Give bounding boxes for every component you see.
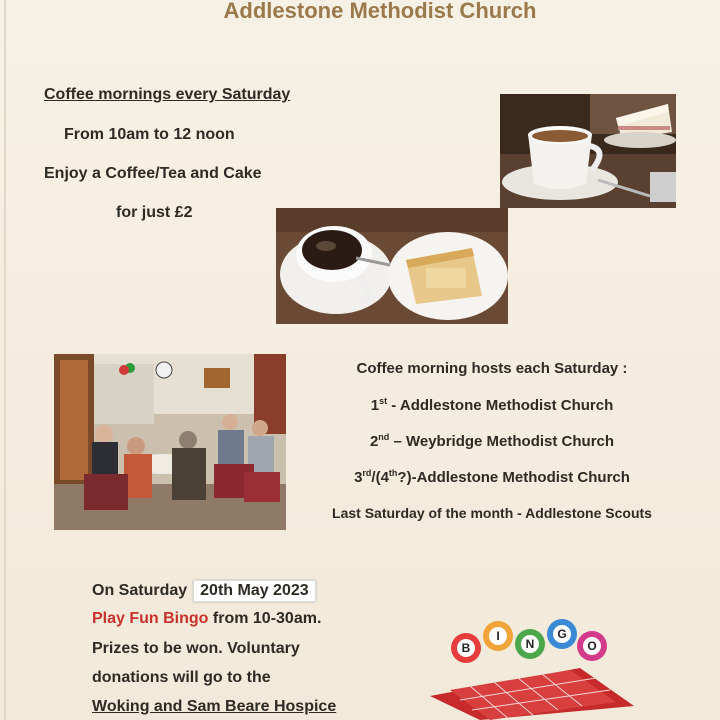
bingo-play: Play Fun Bingo — [92, 610, 209, 627]
hosts-heading: Coffee morning hosts each Saturday : — [356, 360, 628, 377]
bingo-ball-letter: I — [496, 629, 500, 643]
bingo-time: from 10-30am. — [208, 610, 322, 627]
page-title: Addlestone Methodist Church — [223, 0, 537, 23]
host-3-alt-suffix: th — [388, 468, 398, 478]
bingo-illustration — [420, 610, 640, 720]
host-3-ordinal: 3 — [354, 469, 363, 486]
bingo-ball-letter: N — [525, 637, 535, 651]
bingo-charity: Woking and Sam Beare Hospice — [92, 698, 337, 715]
host-line-2 — [296, 433, 688, 450]
bingo-donations: donations will go to the — [92, 669, 271, 686]
tea-cake-photo — [500, 94, 676, 208]
bingo-ball-letter: B — [461, 641, 471, 655]
host-line-last: Last Saturday of the month - Addlestone Scouts — [332, 505, 652, 521]
coffee-offer: Enjoy a Coffee/Tea and Cake — [44, 165, 262, 182]
host-2-name: – Weybridge Methodist Church — [389, 433, 615, 450]
host-line-1 — [296, 397, 688, 414]
bingo-intro: On Saturday — [92, 582, 188, 599]
coffee-cake-photo — [276, 208, 508, 324]
bingo-play-line — [92, 610, 321, 628]
coffee-heading: Coffee mornings every Saturday — [44, 86, 291, 103]
coffee-price: for just £2 — [116, 204, 193, 221]
coffee-morning-people-photo — [54, 354, 286, 530]
coffee-time: From 10am to 12 noon — [64, 126, 235, 143]
host-1-ordinal: 1 — [370, 397, 380, 414]
bingo-ball-letter: G — [557, 627, 567, 641]
host-3-name: ?)-Addlestone Methodist Church — [397, 469, 630, 486]
bingo-prizes: Prizes to be won. Voluntary — [92, 640, 300, 657]
host-2-ordinal-suffix: nd — [378, 432, 390, 442]
bingo-date: 20th May 2023 — [193, 580, 316, 602]
host-line-3 — [296, 469, 688, 486]
host-2-ordinal: 2 — [369, 433, 379, 450]
host-1-name: - Addlestone Methodist Church — [387, 397, 614, 414]
host-3-ordinal-suffix: rd — [362, 468, 372, 478]
host-1-ordinal-suffix: st — [379, 396, 388, 406]
bingo-date-line — [92, 580, 316, 602]
bingo-ball-letter: O — [587, 639, 597, 653]
page-edge — [4, 0, 6, 720]
host-3-alt-open: /(4 — [371, 469, 389, 486]
